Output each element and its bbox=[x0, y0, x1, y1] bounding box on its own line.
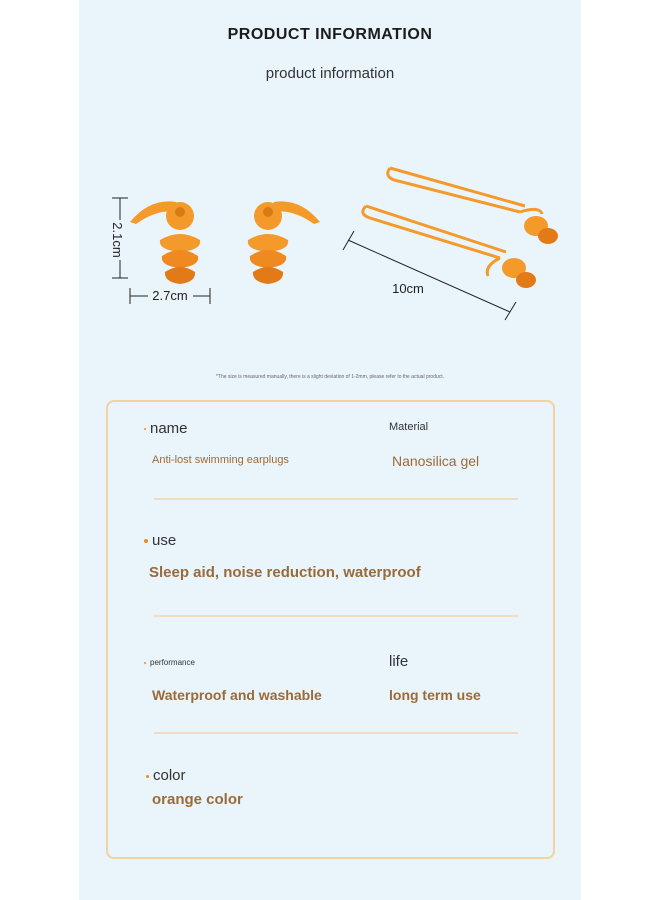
page-subtitle: product information bbox=[265, 65, 395, 82]
spec-card bbox=[106, 400, 555, 859]
name-label: name bbox=[150, 420, 188, 437]
performance-label: performance bbox=[150, 658, 195, 667]
divider bbox=[154, 498, 518, 500]
bullet-icon bbox=[144, 539, 148, 543]
name-label-row bbox=[144, 420, 188, 437]
use-label-row bbox=[144, 532, 176, 549]
material-label: Material bbox=[389, 421, 429, 433]
color-label: color bbox=[153, 767, 186, 784]
divider bbox=[154, 732, 518, 734]
life-value: long term use bbox=[389, 687, 481, 703]
page-title: PRODUCT INFORMATION bbox=[227, 26, 433, 43]
bullet-icon bbox=[144, 662, 146, 664]
height-label: 2.1cm bbox=[110, 222, 125, 258]
color-label-row bbox=[146, 767, 186, 784]
life-label: life bbox=[389, 653, 409, 670]
use-label: use bbox=[152, 532, 177, 549]
measurement-note: *The size is measured manually, there is a slight deviation of 1-2mm, please refer to the actual product. bbox=[215, 374, 445, 380]
earplug-right-image bbox=[248, 201, 320, 284]
earplug-left-image bbox=[130, 201, 200, 284]
bullet-icon bbox=[144, 428, 146, 430]
performance-value: Waterproof and washable bbox=[152, 687, 322, 703]
corded-earplug-tips bbox=[502, 216, 558, 288]
color-value: orange color bbox=[152, 791, 243, 808]
use-value: Sleep aid, noise reduction, waterproof bbox=[149, 564, 421, 581]
performance-label-row bbox=[144, 658, 195, 667]
length-dimension bbox=[343, 231, 516, 320]
material-value: Nanosilica gel bbox=[392, 453, 480, 469]
name-value: Anti-lost swimming earplugs bbox=[152, 454, 289, 466]
width-label: 2.7cm bbox=[152, 288, 188, 303]
divider bbox=[154, 615, 518, 617]
product-dimension-diagram bbox=[0, 150, 660, 350]
length-label: 10cm bbox=[392, 281, 424, 296]
bullet-icon bbox=[146, 775, 149, 778]
